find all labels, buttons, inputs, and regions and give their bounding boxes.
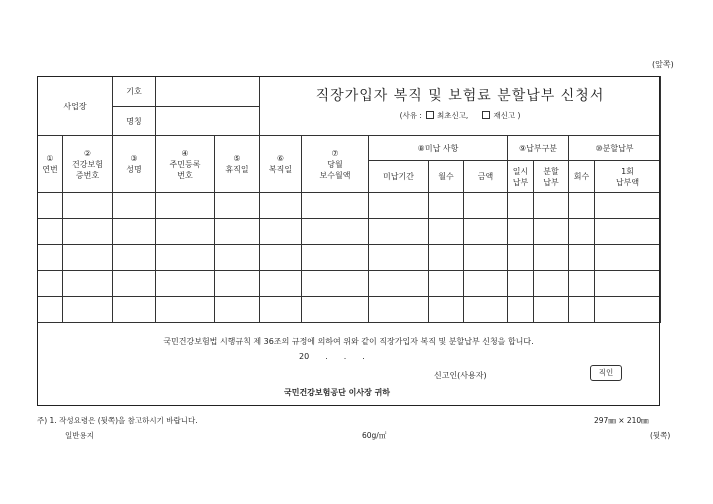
col-insurance-id-label: 건강보험 증번호 bbox=[72, 159, 103, 180]
reason-prefix: (사유 : bbox=[399, 111, 422, 120]
col-insurance-id: ② 건강보험 증번호 bbox=[63, 136, 113, 193]
col-installment: 분할 납부 bbox=[534, 161, 569, 193]
group-unpaid: ⑧미납 사항 bbox=[369, 136, 508, 161]
paper-type: 일반용지 bbox=[65, 431, 94, 440]
col-lump-sum: 일시 납부 bbox=[508, 161, 534, 193]
group-installment: ⑩분할납부 bbox=[569, 136, 661, 161]
col-count: 회수 bbox=[569, 161, 595, 193]
col-leave-date: ⑤ 휴직일 bbox=[215, 136, 260, 193]
page-side-label: (앞쪽) bbox=[652, 60, 674, 69]
name-label: 명칭 bbox=[113, 107, 156, 136]
form-title: 직장가입자 복직 및 보험료 분할납부 신청서 bbox=[315, 88, 605, 104]
declaration-date[interactable]: 20 . . . bbox=[299, 352, 365, 361]
recipient: 국민건강보험공단 이사장 귀하 bbox=[284, 388, 391, 397]
initial-report-label: 최초신고, bbox=[436, 111, 469, 120]
group-payment-type: ⑨납부구분 bbox=[508, 136, 569, 161]
back-side-label: (뒷쪽) bbox=[650, 431, 671, 440]
footnote: 주) 1. 작성요령은 (뒷쪽)을 참고하시기 바랍니다. bbox=[37, 416, 198, 425]
col-unpaid-months: 월수 bbox=[429, 161, 464, 193]
workplace-label: 사업장 bbox=[38, 77, 113, 136]
applicant-label: 신고인(사용자) bbox=[434, 371, 487, 380]
paper-weight: 60g/㎡ bbox=[362, 431, 387, 440]
col-resident-number: ④ 주민등록 번호 bbox=[156, 136, 215, 193]
col-name: ③ 성명 bbox=[113, 136, 156, 193]
col-unpaid-period: 미납기간 bbox=[369, 161, 429, 193]
form-border bbox=[37, 76, 660, 406]
code-label: 기호 bbox=[113, 77, 156, 107]
col-unpaid-amount: 금액 bbox=[464, 161, 508, 193]
paper-size: 297㎜ × 210㎜ bbox=[594, 416, 649, 425]
declaration-statement: 국민건강보험법 시행규칙 제 36조의 규정에 의하여 위와 같이 직장가입자 복직 및 분할납부 신청을 합니다. bbox=[163, 337, 534, 346]
seal-stamp: 직인 bbox=[590, 365, 622, 381]
col-per-payment: 1회 납부액 bbox=[595, 161, 661, 193]
col-return-date: ⑥ 복직일 bbox=[260, 136, 302, 193]
re-report-label: 재신고 ) bbox=[493, 111, 521, 120]
col-monthly-pay: ⑦ 당월 보수월액 bbox=[302, 136, 369, 193]
col-serial: ① 연번 bbox=[38, 136, 63, 193]
